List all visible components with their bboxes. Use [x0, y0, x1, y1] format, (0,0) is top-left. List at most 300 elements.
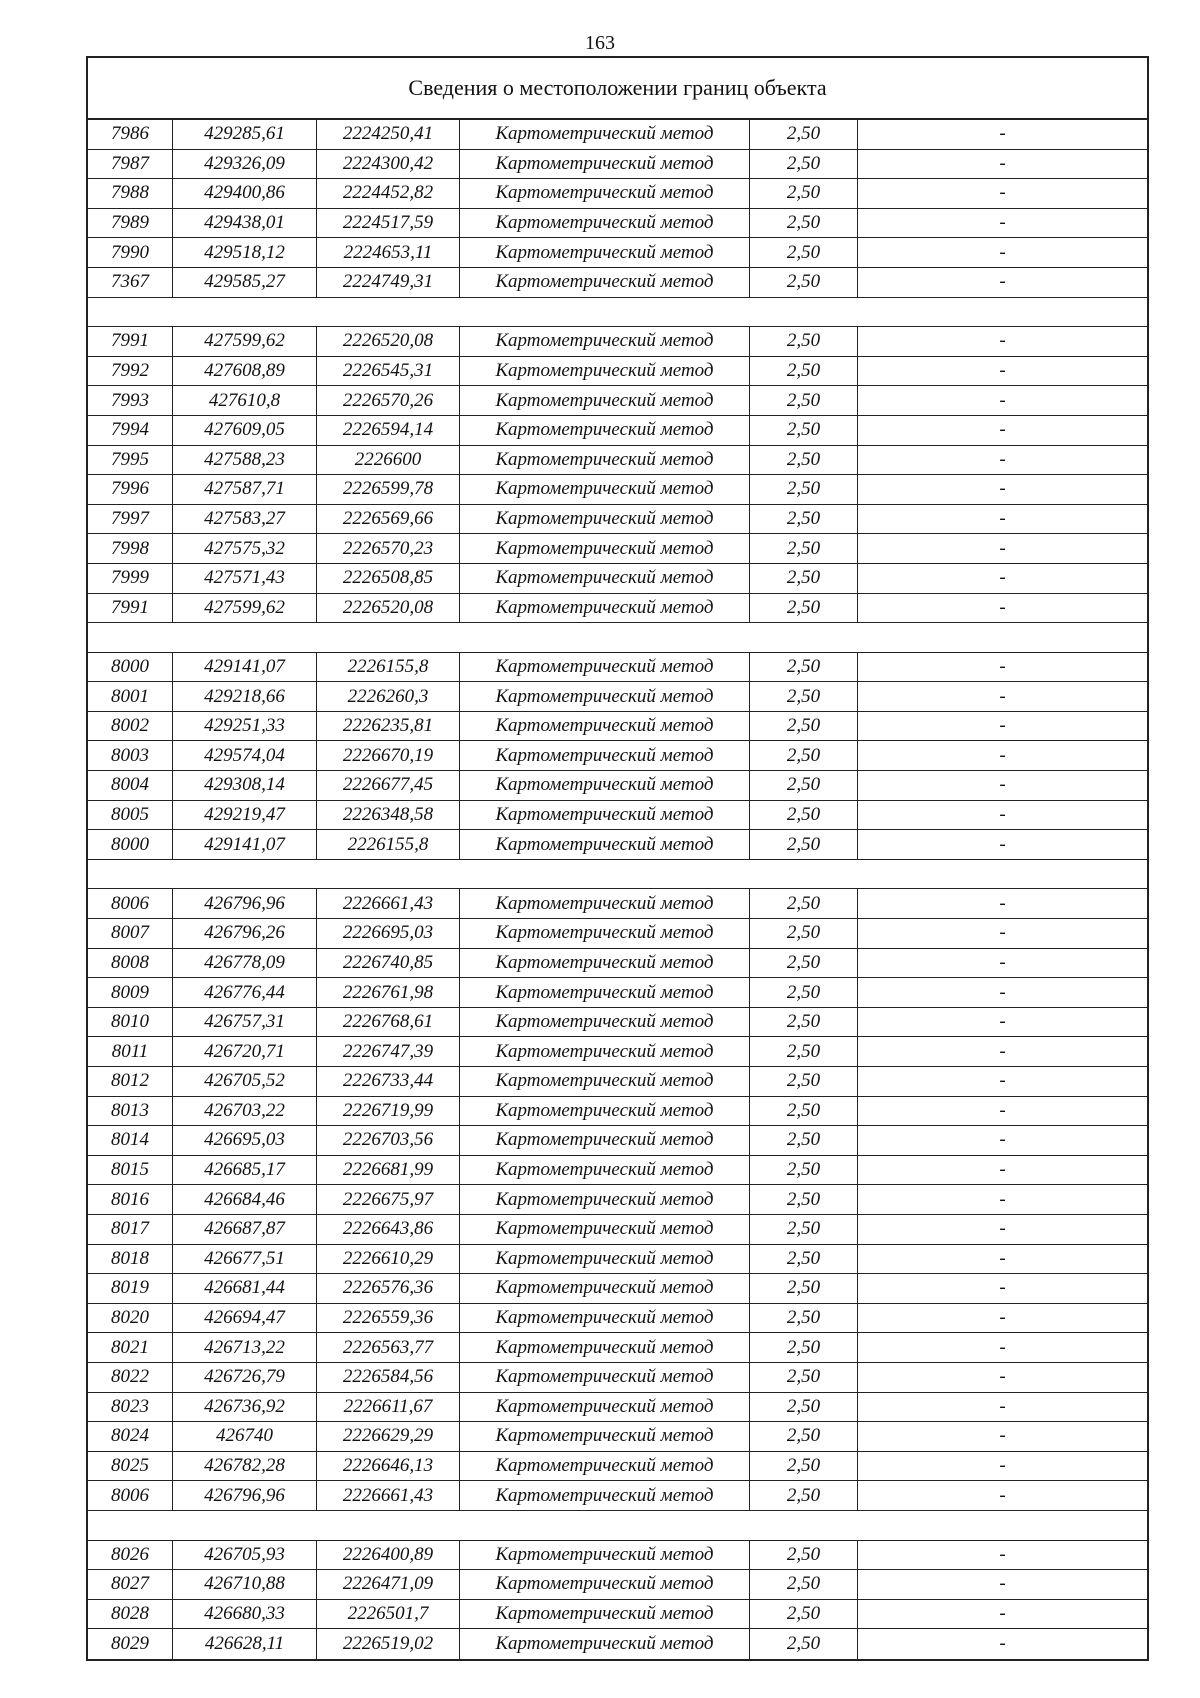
method-cell: Картометрический метод: [460, 1333, 750, 1362]
x-coordinate-cell: 427599,62: [173, 594, 317, 623]
description-cell: -: [999, 1218, 1006, 1240]
group-separator-row: [88, 860, 1147, 890]
point-number-cell: 7991: [88, 594, 173, 623]
description-cell: -: [999, 1633, 1006, 1655]
description-cell: -: [999, 212, 1006, 234]
method-cell: Картометрический метод: [460, 653, 750, 682]
description-cell: -: [999, 892, 1006, 914]
point-number-cell: 8023: [88, 1393, 173, 1422]
point-number-cell: 8026: [88, 1541, 173, 1570]
description-cell: -: [999, 744, 1006, 766]
y-coordinate-cell: 2226348,58: [317, 801, 460, 830]
point-number-cell: 8013: [88, 1097, 173, 1126]
table-row: [88, 534, 1147, 564]
accuracy-cell: 2,50: [750, 1363, 858, 1392]
y-coordinate-cell: 2226670,19: [317, 741, 460, 770]
description-cell: -: [999, 1573, 1006, 1595]
y-coordinate-cell: 2224300,42: [317, 150, 460, 179]
description-cell: -: [999, 1602, 1006, 1624]
x-coordinate-cell: 426782,28: [173, 1452, 317, 1481]
accuracy-cell: 2,50: [750, 1008, 858, 1037]
point-number-cell: 8028: [88, 1600, 173, 1629]
method-cell: Картометрический метод: [460, 1600, 750, 1629]
method-cell: Картометрический метод: [460, 446, 750, 475]
method-cell: Картометрический метод: [460, 1156, 750, 1185]
point-number-cell: 8021: [88, 1333, 173, 1362]
method-cell: Картометрический метод: [460, 327, 750, 356]
point-number-cell: 8006: [88, 889, 173, 918]
y-coordinate-cell: 2226569,66: [317, 505, 460, 534]
x-coordinate-cell: 426713,22: [173, 1333, 317, 1362]
y-coordinate-cell: 2226576,36: [317, 1274, 460, 1303]
table-row: [88, 1156, 1147, 1186]
description-cell: -: [999, 448, 1006, 470]
method-cell: Картометрический метод: [460, 1274, 750, 1303]
description-cell: -: [999, 271, 1006, 293]
y-coordinate-cell: 2224452,82: [317, 179, 460, 208]
method-cell: Картометрический метод: [460, 594, 750, 623]
method-cell: Картометрический метод: [460, 209, 750, 238]
method-cell: Картометрический метод: [460, 150, 750, 179]
x-coordinate-cell: 427609,05: [173, 416, 317, 445]
table-row: [88, 120, 1147, 150]
table-row: [88, 1570, 1147, 1600]
y-coordinate-cell: 2226570,23: [317, 534, 460, 563]
method-cell: Картометрический метод: [460, 1245, 750, 1274]
method-cell: Картометрический метод: [460, 1629, 750, 1659]
method-cell: Картометрический метод: [460, 1097, 750, 1126]
method-cell: Картометрический метод: [460, 120, 750, 149]
accuracy-cell: 2,50: [750, 238, 858, 267]
x-coordinate-cell: 427610,8: [173, 386, 317, 415]
accuracy-cell: 2,50: [750, 150, 858, 179]
table-body: [88, 120, 1147, 1659]
x-coordinate-cell: 426776,44: [173, 978, 317, 1007]
table-row: [88, 1274, 1147, 1304]
accuracy-cell: 2,50: [750, 357, 858, 386]
description-cell: -: [999, 478, 1006, 500]
y-coordinate-cell: 2224250,41: [317, 120, 460, 149]
table-row: [88, 682, 1147, 712]
table-row: [88, 801, 1147, 831]
x-coordinate-cell: 427588,23: [173, 446, 317, 475]
accuracy-cell: 2,50: [750, 1274, 858, 1303]
accuracy-cell: 2,50: [750, 830, 858, 859]
y-coordinate-cell: 2226235,81: [317, 712, 460, 741]
table-row: [88, 1215, 1147, 1245]
x-coordinate-cell: 429585,27: [173, 268, 317, 297]
table-row: [88, 1393, 1147, 1423]
y-coordinate-cell: 2226155,8: [317, 653, 460, 682]
method-cell: Картометрический метод: [460, 771, 750, 800]
point-number-cell: 7997: [88, 505, 173, 534]
table-row: [88, 327, 1147, 357]
point-number-cell: 8002: [88, 712, 173, 741]
x-coordinate-cell: 429326,09: [173, 150, 317, 179]
accuracy-cell: 2,50: [750, 416, 858, 445]
table-row: [88, 446, 1147, 476]
method-cell: Картометрический метод: [460, 801, 750, 830]
method-cell: Картометрический метод: [460, 978, 750, 1007]
boundary-table: [86, 56, 1149, 1661]
group-separator-row: [88, 623, 1147, 653]
method-cell: Картометрический метод: [460, 268, 750, 297]
point-number-cell: 8003: [88, 741, 173, 770]
point-number-cell: 8015: [88, 1156, 173, 1185]
method-cell: Картометрический метод: [460, 475, 750, 504]
x-coordinate-cell: 426685,17: [173, 1156, 317, 1185]
y-coordinate-cell: 2226646,13: [317, 1452, 460, 1481]
accuracy-cell: 2,50: [750, 594, 858, 623]
method-cell: Картометрический метод: [460, 1037, 750, 1066]
description-cell: -: [999, 1188, 1006, 1210]
accuracy-cell: 2,50: [750, 653, 858, 682]
y-coordinate-cell: 2226661,43: [317, 889, 460, 918]
y-coordinate-cell: 2226545,31: [317, 357, 460, 386]
description-cell: -: [999, 951, 1006, 973]
x-coordinate-cell: 427571,43: [173, 564, 317, 593]
method-cell: Картометрический метод: [460, 1185, 750, 1214]
accuracy-cell: 2,50: [750, 771, 858, 800]
description-cell: -: [999, 330, 1006, 352]
x-coordinate-cell: 426778,09: [173, 949, 317, 978]
y-coordinate-cell: 2226471,09: [317, 1570, 460, 1599]
point-number-cell: 7998: [88, 534, 173, 563]
y-coordinate-cell: 2226675,97: [317, 1185, 460, 1214]
x-coordinate-cell: 426677,51: [173, 1245, 317, 1274]
method-cell: Картометрический метод: [460, 505, 750, 534]
y-coordinate-cell: 2226629,29: [317, 1422, 460, 1451]
point-number-cell: 8010: [88, 1008, 173, 1037]
method-cell: Картометрический метод: [460, 1393, 750, 1422]
x-coordinate-cell: 426694,47: [173, 1304, 317, 1333]
description-cell: -: [999, 1366, 1006, 1388]
accuracy-cell: 2,50: [750, 741, 858, 770]
description-cell: -: [999, 1277, 1006, 1299]
x-coordinate-cell: 426796,96: [173, 889, 317, 918]
description-cell: -: [999, 1011, 1006, 1033]
table-row: [88, 830, 1147, 860]
method-cell: Картометрический метод: [460, 534, 750, 563]
accuracy-cell: 2,50: [750, 1541, 858, 1570]
table-row: [88, 1629, 1147, 1659]
accuracy-cell: 2,50: [750, 1600, 858, 1629]
table-row: [88, 771, 1147, 801]
x-coordinate-cell: 427575,32: [173, 534, 317, 563]
accuracy-cell: 2,50: [750, 564, 858, 593]
point-number-cell: 8014: [88, 1126, 173, 1155]
x-coordinate-cell: 429574,04: [173, 741, 317, 770]
method-cell: Картометрический метод: [460, 564, 750, 593]
description-cell: -: [999, 537, 1006, 559]
point-number-cell: 8029: [88, 1629, 173, 1659]
y-coordinate-cell: 2226563,77: [317, 1333, 460, 1362]
point-number-cell: 7990: [88, 238, 173, 267]
x-coordinate-cell: 426687,87: [173, 1215, 317, 1244]
accuracy-cell: 2,50: [750, 386, 858, 415]
x-coordinate-cell: 426703,22: [173, 1097, 317, 1126]
y-coordinate-cell: 2226661,43: [317, 1481, 460, 1510]
point-number-cell: 8005: [88, 801, 173, 830]
y-coordinate-cell: 2226719,99: [317, 1097, 460, 1126]
method-cell: Картометрический метод: [460, 357, 750, 386]
table-row: [88, 150, 1147, 180]
accuracy-cell: 2,50: [750, 534, 858, 563]
description-cell: -: [999, 1247, 1006, 1269]
table-row: [88, 505, 1147, 535]
y-coordinate-cell: 2226600: [317, 446, 460, 475]
x-coordinate-cell: 426720,71: [173, 1037, 317, 1066]
method-cell: Картометрический метод: [460, 712, 750, 741]
y-coordinate-cell: 2226703,56: [317, 1126, 460, 1155]
y-coordinate-cell: 2226610,29: [317, 1245, 460, 1274]
description-cell: -: [999, 182, 1006, 204]
method-cell: Картометрический метод: [460, 830, 750, 859]
accuracy-cell: 2,50: [750, 978, 858, 1007]
description-cell: -: [999, 774, 1006, 796]
point-number-cell: 8022: [88, 1363, 173, 1392]
accuracy-cell: 2,50: [750, 1452, 858, 1481]
y-coordinate-cell: 2226594,14: [317, 416, 460, 445]
point-number-cell: 7994: [88, 416, 173, 445]
table-row: [88, 1363, 1147, 1393]
accuracy-cell: 2,50: [750, 712, 858, 741]
y-coordinate-cell: 2224653,11: [317, 238, 460, 267]
description-cell: -: [999, 1395, 1006, 1417]
accuracy-cell: 2,50: [750, 801, 858, 830]
y-coordinate-cell: 2226643,86: [317, 1215, 460, 1244]
table-row: [88, 712, 1147, 742]
description-cell: -: [999, 389, 1006, 411]
table-row: [88, 179, 1147, 209]
description-cell: -: [999, 241, 1006, 263]
table-row: [88, 1422, 1147, 1452]
method-cell: Картометрический метод: [460, 1067, 750, 1096]
table-row: [88, 386, 1147, 416]
table-row: [88, 1452, 1147, 1482]
y-coordinate-cell: 2226520,08: [317, 327, 460, 356]
description-cell: -: [999, 596, 1006, 618]
description-cell: -: [999, 1070, 1006, 1092]
point-number-cell: 8024: [88, 1422, 173, 1451]
x-coordinate-cell: 426740: [173, 1422, 317, 1451]
table-row: [88, 357, 1147, 387]
point-number-cell: 7987: [88, 150, 173, 179]
x-coordinate-cell: 426628,11: [173, 1629, 317, 1659]
accuracy-cell: 2,50: [750, 1037, 858, 1066]
accuracy-cell: 2,50: [750, 209, 858, 238]
y-coordinate-cell: 2226611,67: [317, 1393, 460, 1422]
table-row: [88, 1185, 1147, 1215]
method-cell: Картометрический метод: [460, 1363, 750, 1392]
y-coordinate-cell: 2226559,36: [317, 1304, 460, 1333]
table-row: [88, 1067, 1147, 1097]
accuracy-cell: 2,50: [750, 120, 858, 149]
point-number-cell: 8008: [88, 949, 173, 978]
point-number-cell: 7992: [88, 357, 173, 386]
description-cell: -: [999, 1040, 1006, 1062]
description-cell: -: [999, 1129, 1006, 1151]
table-row: [88, 564, 1147, 594]
x-coordinate-cell: 429218,66: [173, 682, 317, 711]
method-cell: Картометрический метод: [460, 1452, 750, 1481]
y-coordinate-cell: 2226599,78: [317, 475, 460, 504]
description-cell: -: [999, 1484, 1006, 1506]
x-coordinate-cell: 427599,62: [173, 327, 317, 356]
x-coordinate-cell: 426726,79: [173, 1363, 317, 1392]
x-coordinate-cell: 426796,96: [173, 1481, 317, 1510]
table-row: [88, 1037, 1147, 1067]
accuracy-cell: 2,50: [750, 682, 858, 711]
y-coordinate-cell: 2226501,7: [317, 1600, 460, 1629]
description-cell: -: [999, 1455, 1006, 1477]
table-row: [88, 1333, 1147, 1363]
description-cell: -: [999, 419, 1006, 441]
y-coordinate-cell: 2226584,56: [317, 1363, 460, 1392]
description-cell: -: [999, 1099, 1006, 1121]
point-number-cell: 8007: [88, 919, 173, 948]
accuracy-cell: 2,50: [750, 268, 858, 297]
method-cell: Картометрический метод: [460, 416, 750, 445]
accuracy-cell: 2,50: [750, 1215, 858, 1244]
table-row: [88, 949, 1147, 979]
table-row: [88, 1097, 1147, 1127]
description-cell: -: [999, 1543, 1006, 1565]
x-coordinate-cell: 426710,88: [173, 1570, 317, 1599]
x-coordinate-cell: 426757,31: [173, 1008, 317, 1037]
group-separator-row: [88, 1511, 1147, 1541]
accuracy-cell: 2,50: [750, 1570, 858, 1599]
x-coordinate-cell: 426705,93: [173, 1541, 317, 1570]
accuracy-cell: 2,50: [750, 1333, 858, 1362]
point-number-cell: 7996: [88, 475, 173, 504]
accuracy-cell: 2,50: [750, 1393, 858, 1422]
y-coordinate-cell: 2226681,99: [317, 1156, 460, 1185]
description-cell: -: [999, 123, 1006, 145]
x-coordinate-cell: 427583,27: [173, 505, 317, 534]
point-number-cell: 8020: [88, 1304, 173, 1333]
table-row: [88, 919, 1147, 949]
accuracy-cell: 2,50: [750, 327, 858, 356]
table-row: [88, 209, 1147, 239]
accuracy-cell: 2,50: [750, 949, 858, 978]
point-number-cell: 7367: [88, 268, 173, 297]
point-number-cell: 7993: [88, 386, 173, 415]
description-cell: -: [999, 922, 1006, 944]
accuracy-cell: 2,50: [750, 1422, 858, 1451]
table-row: [88, 978, 1147, 1008]
y-coordinate-cell: 2226508,85: [317, 564, 460, 593]
x-coordinate-cell: 426680,33: [173, 1600, 317, 1629]
point-number-cell: 7986: [88, 120, 173, 149]
method-cell: Картометрический метод: [460, 889, 750, 918]
point-number-cell: 8004: [88, 771, 173, 800]
point-number-cell: 7999: [88, 564, 173, 593]
accuracy-cell: 2,50: [750, 889, 858, 918]
y-coordinate-cell: 2226520,08: [317, 594, 460, 623]
x-coordinate-cell: 429308,14: [173, 771, 317, 800]
x-coordinate-cell: 426705,52: [173, 1067, 317, 1096]
x-coordinate-cell: 427608,89: [173, 357, 317, 386]
table-row: [88, 594, 1147, 624]
point-number-cell: 8009: [88, 978, 173, 1007]
point-number-cell: 8025: [88, 1452, 173, 1481]
description-cell: -: [999, 981, 1006, 1003]
table-row: [88, 653, 1147, 683]
x-coordinate-cell: 429285,61: [173, 120, 317, 149]
point-number-cell: 8001: [88, 682, 173, 711]
x-coordinate-cell: 429219,47: [173, 801, 317, 830]
accuracy-cell: 2,50: [750, 1629, 858, 1659]
method-cell: Картометрический метод: [460, 1422, 750, 1451]
table-row: [88, 1304, 1147, 1334]
table-row: [88, 1600, 1147, 1630]
y-coordinate-cell: 2226733,44: [317, 1067, 460, 1096]
method-cell: Картометрический метод: [460, 1541, 750, 1570]
table-title: Сведения о местоположении границ объекта: [88, 58, 1147, 120]
y-coordinate-cell: 2226761,98: [317, 978, 460, 1007]
table-row: [88, 889, 1147, 919]
table-row: [88, 238, 1147, 268]
table-row: [88, 1126, 1147, 1156]
description-cell: -: [999, 1159, 1006, 1181]
point-number-cell: 8017: [88, 1215, 173, 1244]
x-coordinate-cell: 429141,07: [173, 653, 317, 682]
x-coordinate-cell: 426695,03: [173, 1126, 317, 1155]
description-cell: -: [999, 508, 1006, 530]
point-number-cell: 8027: [88, 1570, 173, 1599]
accuracy-cell: 2,50: [750, 1067, 858, 1096]
accuracy-cell: 2,50: [750, 505, 858, 534]
point-number-cell: 7991: [88, 327, 173, 356]
y-coordinate-cell: 2226519,02: [317, 1629, 460, 1659]
point-number-cell: 8012: [88, 1067, 173, 1096]
y-coordinate-cell: 2226768,61: [317, 1008, 460, 1037]
table-row: [88, 1245, 1147, 1275]
accuracy-cell: 2,50: [750, 919, 858, 948]
table-row: [88, 1481, 1147, 1511]
point-number-cell: 8000: [88, 653, 173, 682]
table-row: [88, 268, 1147, 298]
method-cell: Картометрический метод: [460, 1126, 750, 1155]
description-cell: -: [999, 567, 1006, 589]
method-cell: Картометрический метод: [460, 1570, 750, 1599]
description-cell: -: [999, 715, 1006, 737]
x-coordinate-cell: 429141,07: [173, 830, 317, 859]
x-coordinate-cell: 426684,46: [173, 1185, 317, 1214]
y-coordinate-cell: 2226677,45: [317, 771, 460, 800]
description-cell: -: [999, 1425, 1006, 1447]
y-coordinate-cell: 2226695,03: [317, 919, 460, 948]
x-coordinate-cell: 429251,33: [173, 712, 317, 741]
accuracy-cell: 2,50: [750, 1481, 858, 1510]
table-row: [88, 475, 1147, 505]
y-coordinate-cell: 2226740,85: [317, 949, 460, 978]
description-cell: -: [999, 360, 1006, 382]
description-cell: -: [999, 803, 1006, 825]
method-cell: Картометрический метод: [460, 1481, 750, 1510]
point-number-cell: 8011: [88, 1037, 173, 1066]
method-cell: Картометрический метод: [460, 1215, 750, 1244]
x-coordinate-cell: 426736,92: [173, 1393, 317, 1422]
y-coordinate-cell: 2226260,3: [317, 682, 460, 711]
x-coordinate-cell: 429400,86: [173, 179, 317, 208]
accuracy-cell: 2,50: [750, 1156, 858, 1185]
y-coordinate-cell: 2224517,59: [317, 209, 460, 238]
method-cell: Картометрический метод: [460, 238, 750, 267]
accuracy-cell: 2,50: [750, 446, 858, 475]
accuracy-cell: 2,50: [750, 1245, 858, 1274]
